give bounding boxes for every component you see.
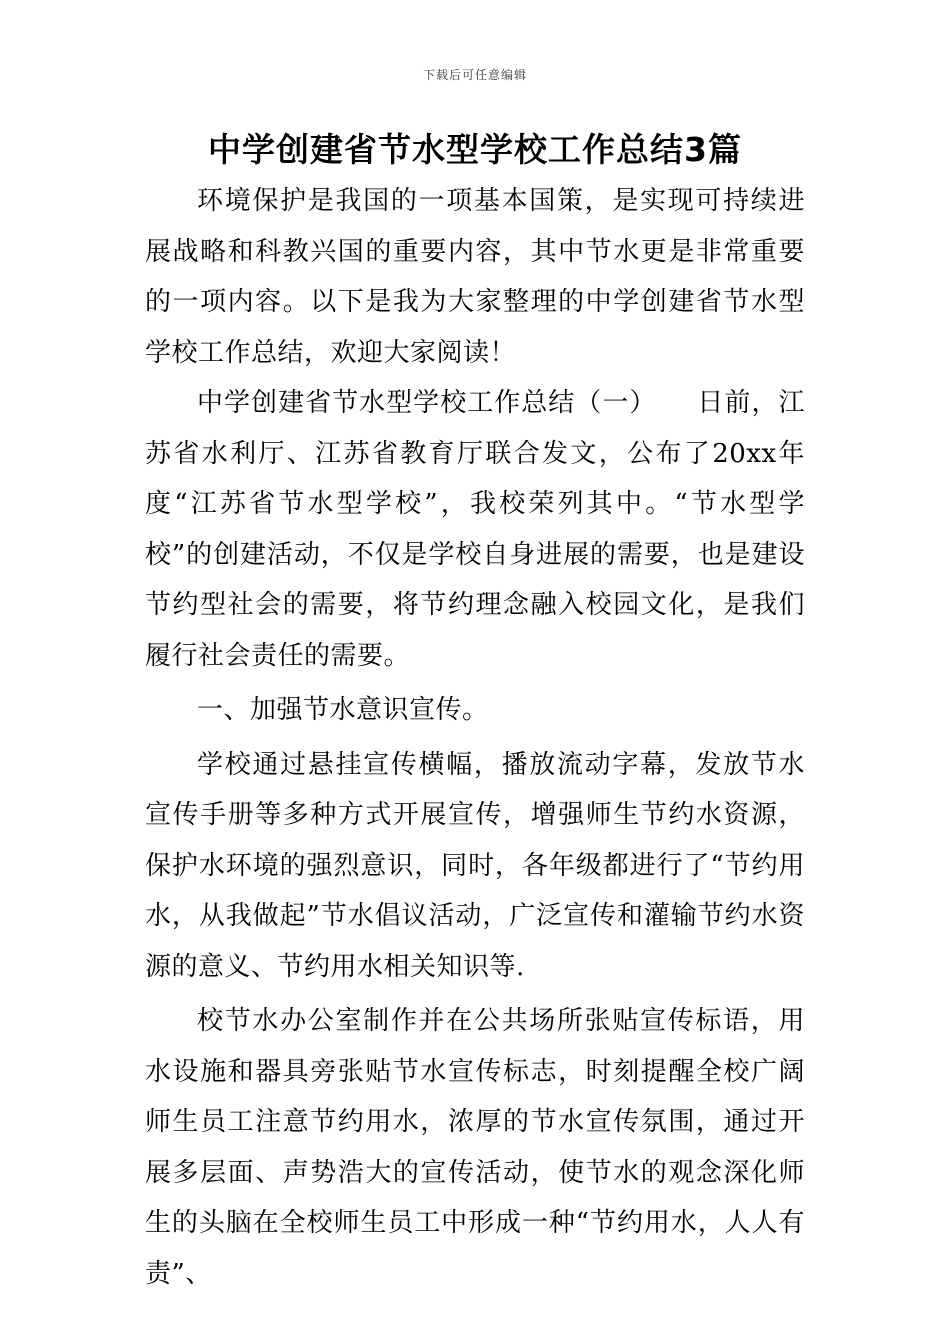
- document-body: [145, 176, 805, 1299]
- paragraph-intro: 环境保护是我国的一项基本国策，是实现可持续进展战略和科教兴国的重要内容，其中节水更是非常重要的一项内容。以下是我为大家整理的中学创建省节水型学校工作总结，欢迎大家阅读！: [145, 186, 805, 368]
- page-header-note: 下载后可任意编辑: [422, 68, 527, 82]
- section-heading-1: 一、加强节水意识宣传。: [197, 695, 489, 725]
- paragraph-summary-one: 中学创建省节水型学校工作总结（一） 日前，江苏省水利厅、江苏省教育厅联合发文，公布了20xx年度“江苏省节水型学校”，我校荣列其中。“节水型学校”的创建活动，不仅是学校自身进展的需要，也是建设节约型社会的需要，将节约理念融入校园文化，是我们履行社会责任的需要。: [145, 388, 805, 671]
- document-title: 中学创建省节水型学校工作总结3篇: [208, 130, 742, 169]
- paragraph-publicity: 学校通过悬挂宣传横幅，播放流动字幕，发放节水宣传手册等多种方式开展宣传，增强师生节约水资源，保护水环境的强烈意识，同时，各年级都进行了“节约用水，从我做起”节水倡议活动，广泛宣传和灌输节约水资源的意义、节约用水相关知识等.: [145, 749, 805, 982]
- paragraph-office: 校节水办公室制作并在公共场所张贴宣传标语，用水设施和器具旁张贴节水宣传标志，时刻提醒全校广阔师生员工注意节约用水，浓厚的节水宣传氛围，通过开展多层面、声势浩大的宣传活动，使节水的观念深化师生的头脑在全校师生员工中形成一种“节约用水，人人有责”、: [145, 1006, 805, 1289]
